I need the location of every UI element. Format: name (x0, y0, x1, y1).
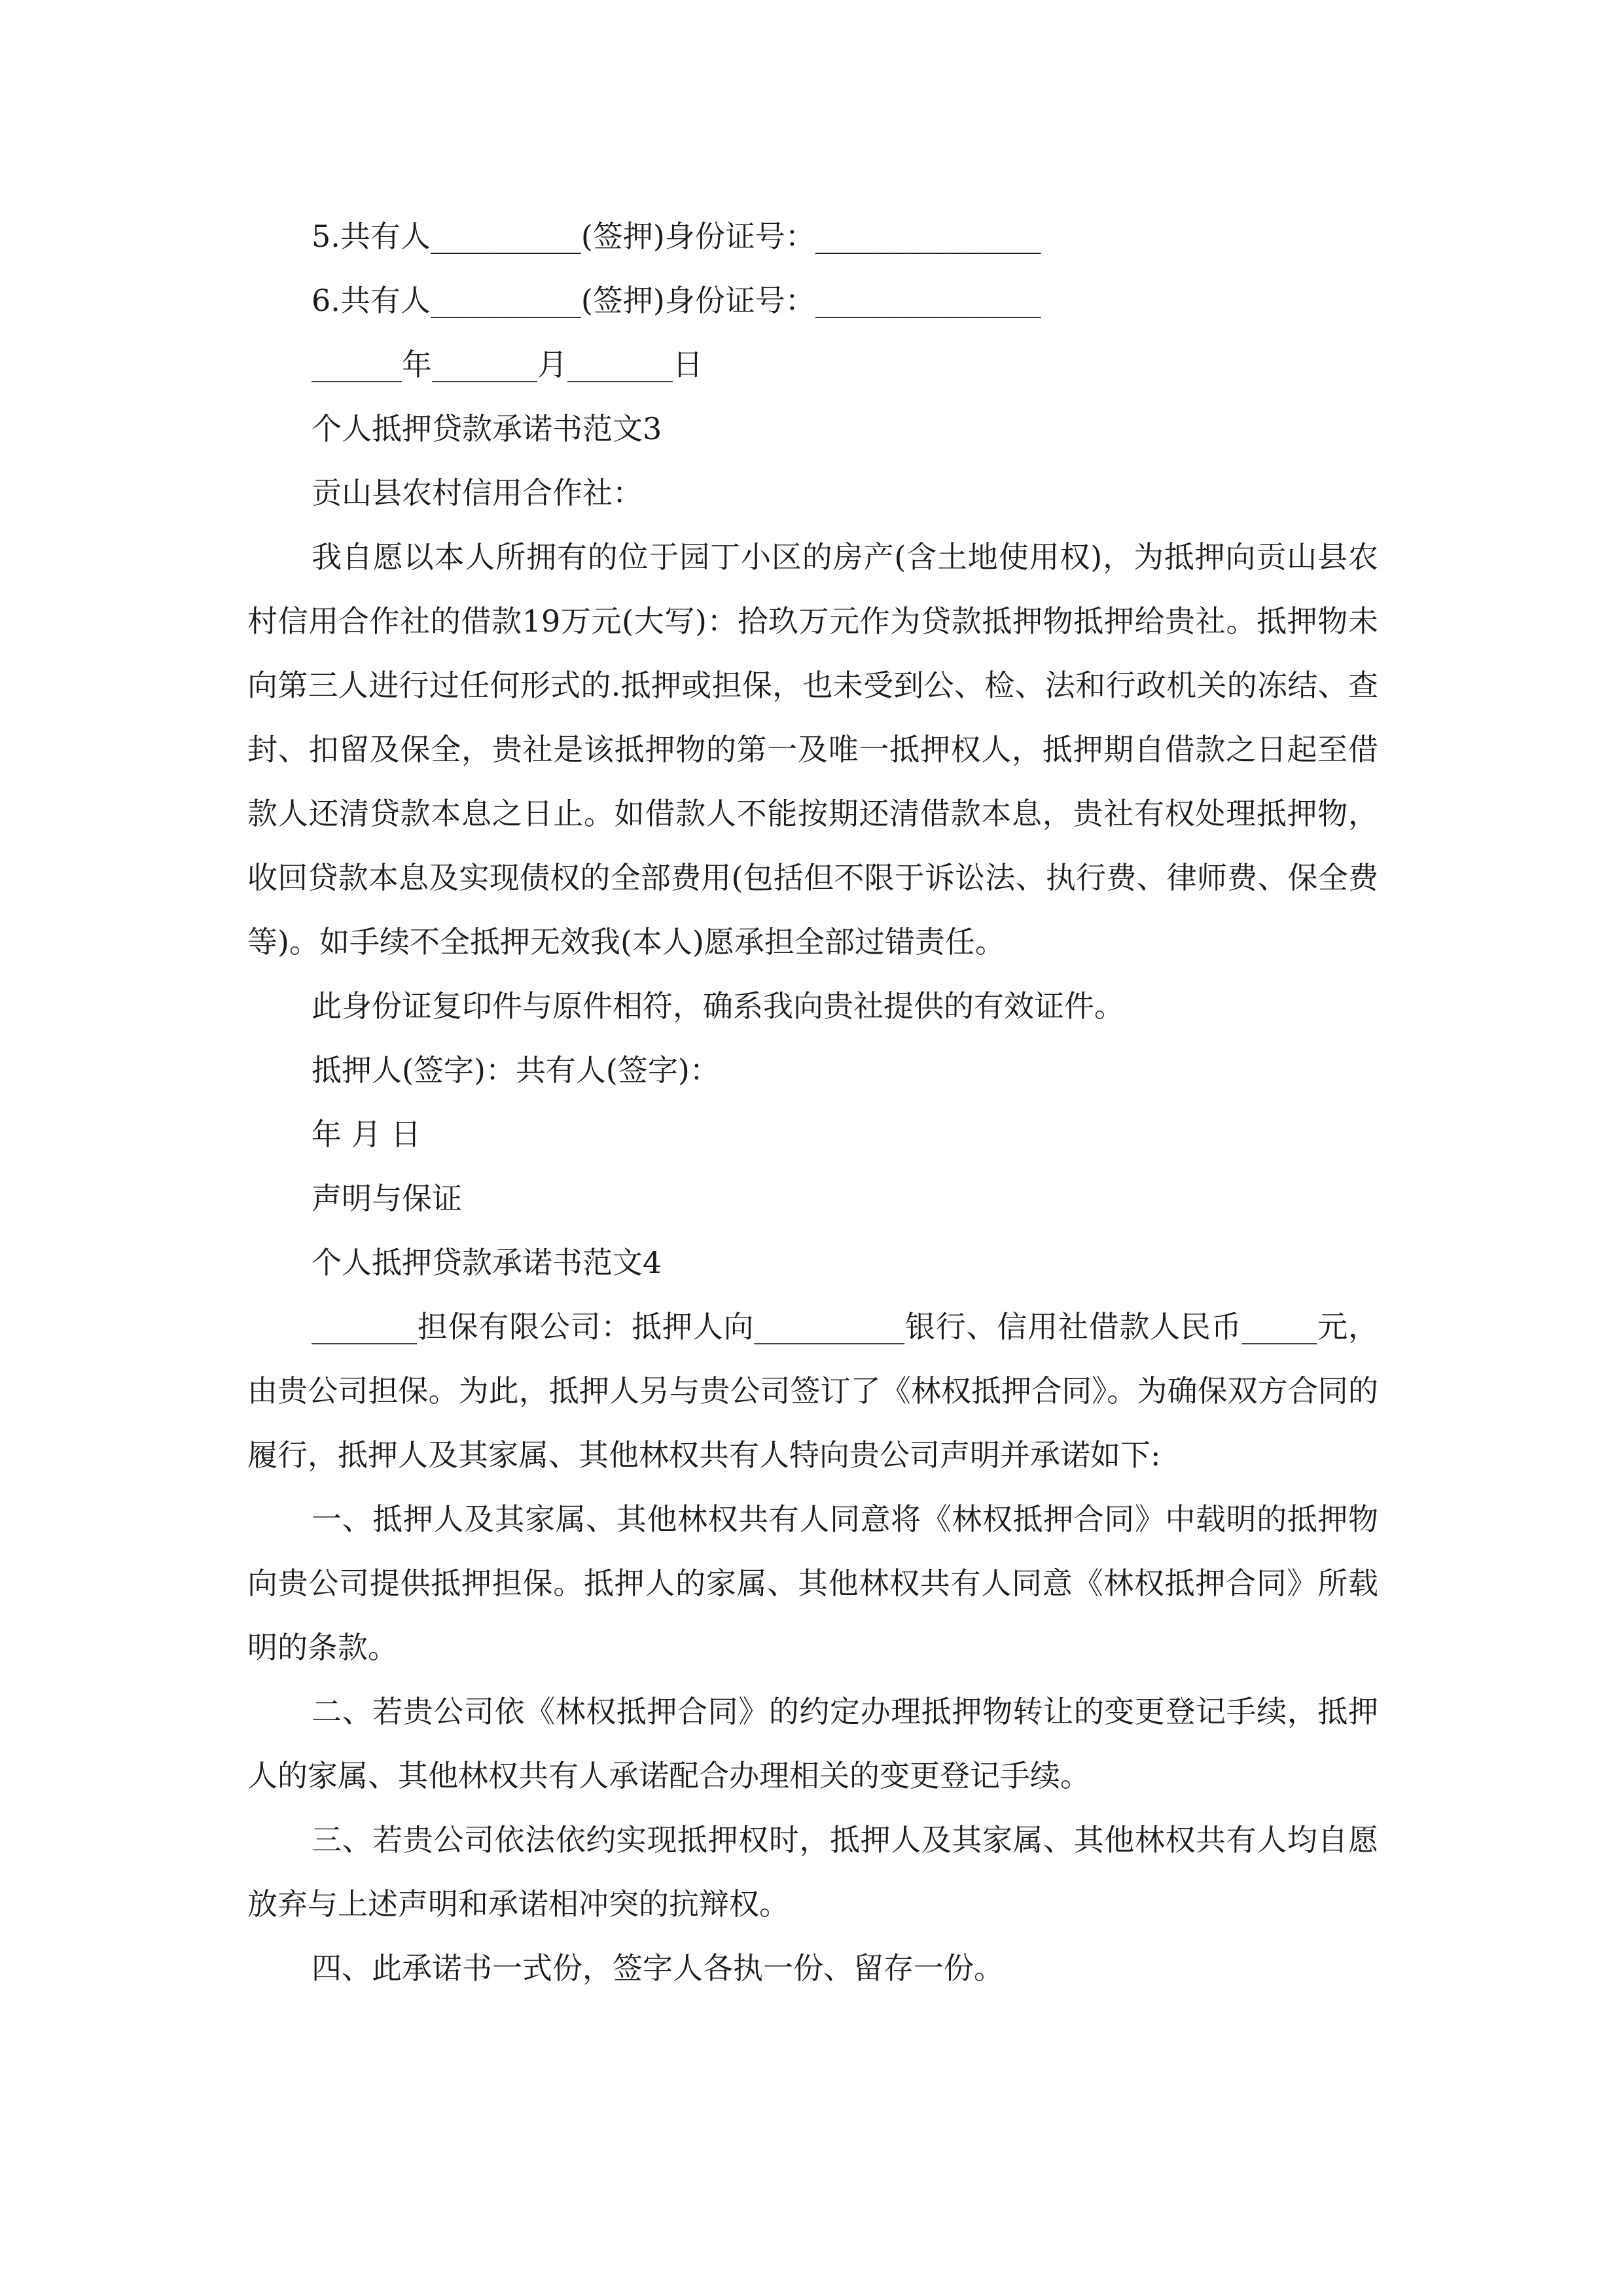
paragraph-4-intro: _______担保有限公司：抵押人向__________银行、信用社借款人民币_____元，由贵公司担保。为此，抵押人另与贵公司签订了《林权抵押合同》。为确保双方合同的履行，抵押人及其家属、其他林权共有人特向贵公司声明并承诺如下: (247, 1309, 1378, 1473)
paragraph-3-id-note: 此身份证复印件与原件相符，确系我向贵社提供的有效证件。 (312, 988, 1124, 1024)
item-4: 四、此承诺书一式份，签字人各执一份、留存一份。 (312, 1950, 1004, 1986)
date-blank-line: ______年_______月_______日 (312, 347, 703, 382)
paragraph-3-body: 我自愿以本人所拥有的位于园丁小区的房产(含土地使用权)，为抵押向贡山县农村信用合作社的借款19万元(大写)：拾玖万元作为贷款抵押物抵押给贵社。抵押物未向第三人进行过任何形式的.抵押或担保，也未受到公、检、法和行政机关的冻结、查封、扣留及保全，贵社是该抵押物的第一及唯一抵押权人，抵押期自借款之日起至借款人还清贷款本息之日止。如借款人不能按期还清借款本息，贵社有权处理抵押物，收回贷款本息及实现债权的全部费用(包括但不限于诉讼法、执行费、律师费、保全费等)。如手续不全抵押无效我(本人)愿承担全部过错责任。 (247, 539, 1378, 960)
coowner-6-line: 6.共有人__________(签押)身份证号：_______________ (312, 283, 1041, 318)
section-title-3: 个人抵押贷款承诺书范文3 (312, 411, 662, 446)
addressee-3: 贡山县农村信用合作社： (312, 475, 643, 511)
coowner-5-line: 5.共有人__________(签押)身份证号：_______________ (312, 219, 1041, 254)
document-body (247, 204, 1378, 2000)
signers-3-line: 抵押人(签字)：共有人(签字)： (312, 1052, 720, 1088)
date-3-line: 年 月 日 (312, 1117, 421, 1152)
item-1: 一、抵押人及其家属、其他林权共有人同意将《林权抵押合同》中载明的抵押物向贵公司提供抵押担保。抵押人的家属、其他林权共有人同意《林权抵押合同》所载明的条款。 (247, 1501, 1378, 1665)
declaration-heading: 声明与保证 (312, 1181, 462, 1216)
item-2: 二、若贵公司依《林权抵押合同》的约定办理抵押物转让的变更登记手续，抵押人的家属、其他林权共有人承诺配合办理相关的变更登记手续。 (247, 1694, 1378, 1793)
section-title-4: 个人抵押贷款承诺书范文4 (312, 1245, 662, 1280)
item-3: 三、若贵公司依法依约实现抵押权时，抵押人及其家属、其他林权共有人均自愿放弃与上述声明和承诺相冲突的抗辩权。 (247, 1822, 1378, 1922)
